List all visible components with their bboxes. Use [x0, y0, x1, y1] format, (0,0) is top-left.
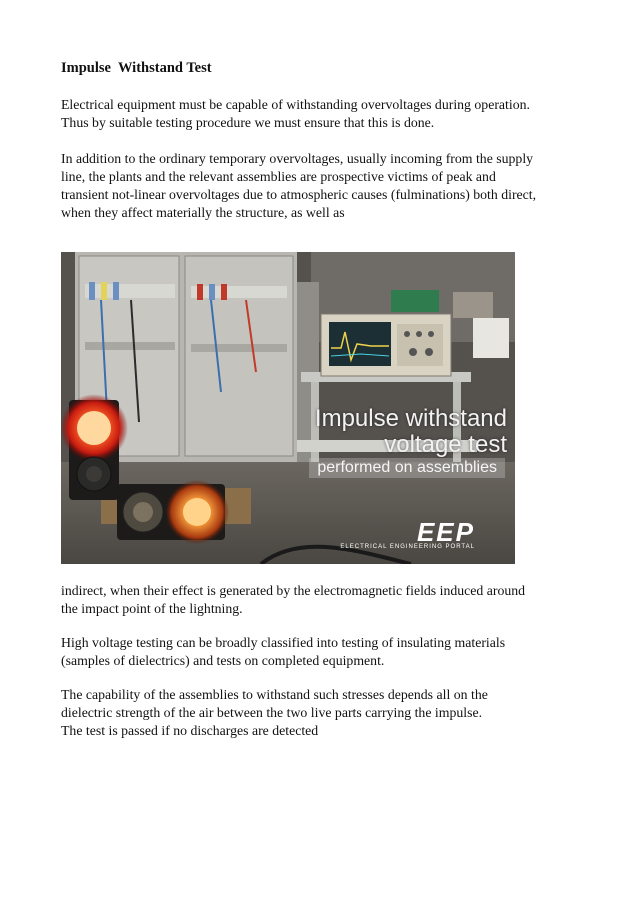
photo-overlay-line: voltage test — [384, 431, 507, 458]
text-line: the impact point of the lightning. — [61, 601, 243, 616]
text-line: Electrical equipment must be capable of withstanding overvoltages during operation. — [61, 97, 530, 112]
text-line: when they affect materially the structure, as well as — [61, 205, 345, 220]
paragraph-overvoltages — [61, 150, 601, 222]
paragraph-capability — [61, 686, 601, 740]
text-line: Thus by suitable testing procedure we must ensure that this is done. — [61, 115, 435, 130]
document-title: Impulse Withstand Test — [61, 60, 212, 76]
text-line: transient not-linear overvoltages due to atmospheric causes (fulminations) both direct, — [61, 187, 537, 202]
text-line: The capability of the assemblies to withstand such stresses depends all on the — [61, 687, 488, 702]
test-setup-photo — [61, 252, 515, 564]
text-line: dielectric strength of the air between the two live parts carrying the impulse. — [61, 705, 483, 720]
eep-logo-text: ELECTRICAL ENGINEERING PORTAL — [340, 544, 475, 550]
photo-overlay-line: Impulse withstand — [314, 405, 507, 432]
text-line: High voltage testing can be broadly classified into testing of insulating materials — [61, 635, 506, 650]
photo-overlay-subtitle: performed on assemblies — [309, 458, 505, 478]
paragraph-intro — [61, 96, 601, 132]
text-line: The test is passed if no discharges are detected — [61, 723, 319, 738]
text-line: In addition to the ordinary temporary overvoltages, usually incoming from the supply — [61, 151, 534, 166]
text-line: (samples of dielectrics) and tests on completed equipment. — [61, 653, 385, 668]
eep-logo — [340, 517, 475, 550]
text-line: line, the plants and the relevant assemblies are prospective victims of peak and — [61, 169, 496, 184]
text-line: indirect, when their effect is generated by the electromagnetic fields induced around — [61, 583, 526, 598]
paragraph-classification — [61, 634, 601, 670]
photo-overlay-title — [315, 406, 507, 458]
paragraph-indirect — [61, 582, 601, 618]
eep-logo-mark: EEP — [416, 517, 475, 547]
